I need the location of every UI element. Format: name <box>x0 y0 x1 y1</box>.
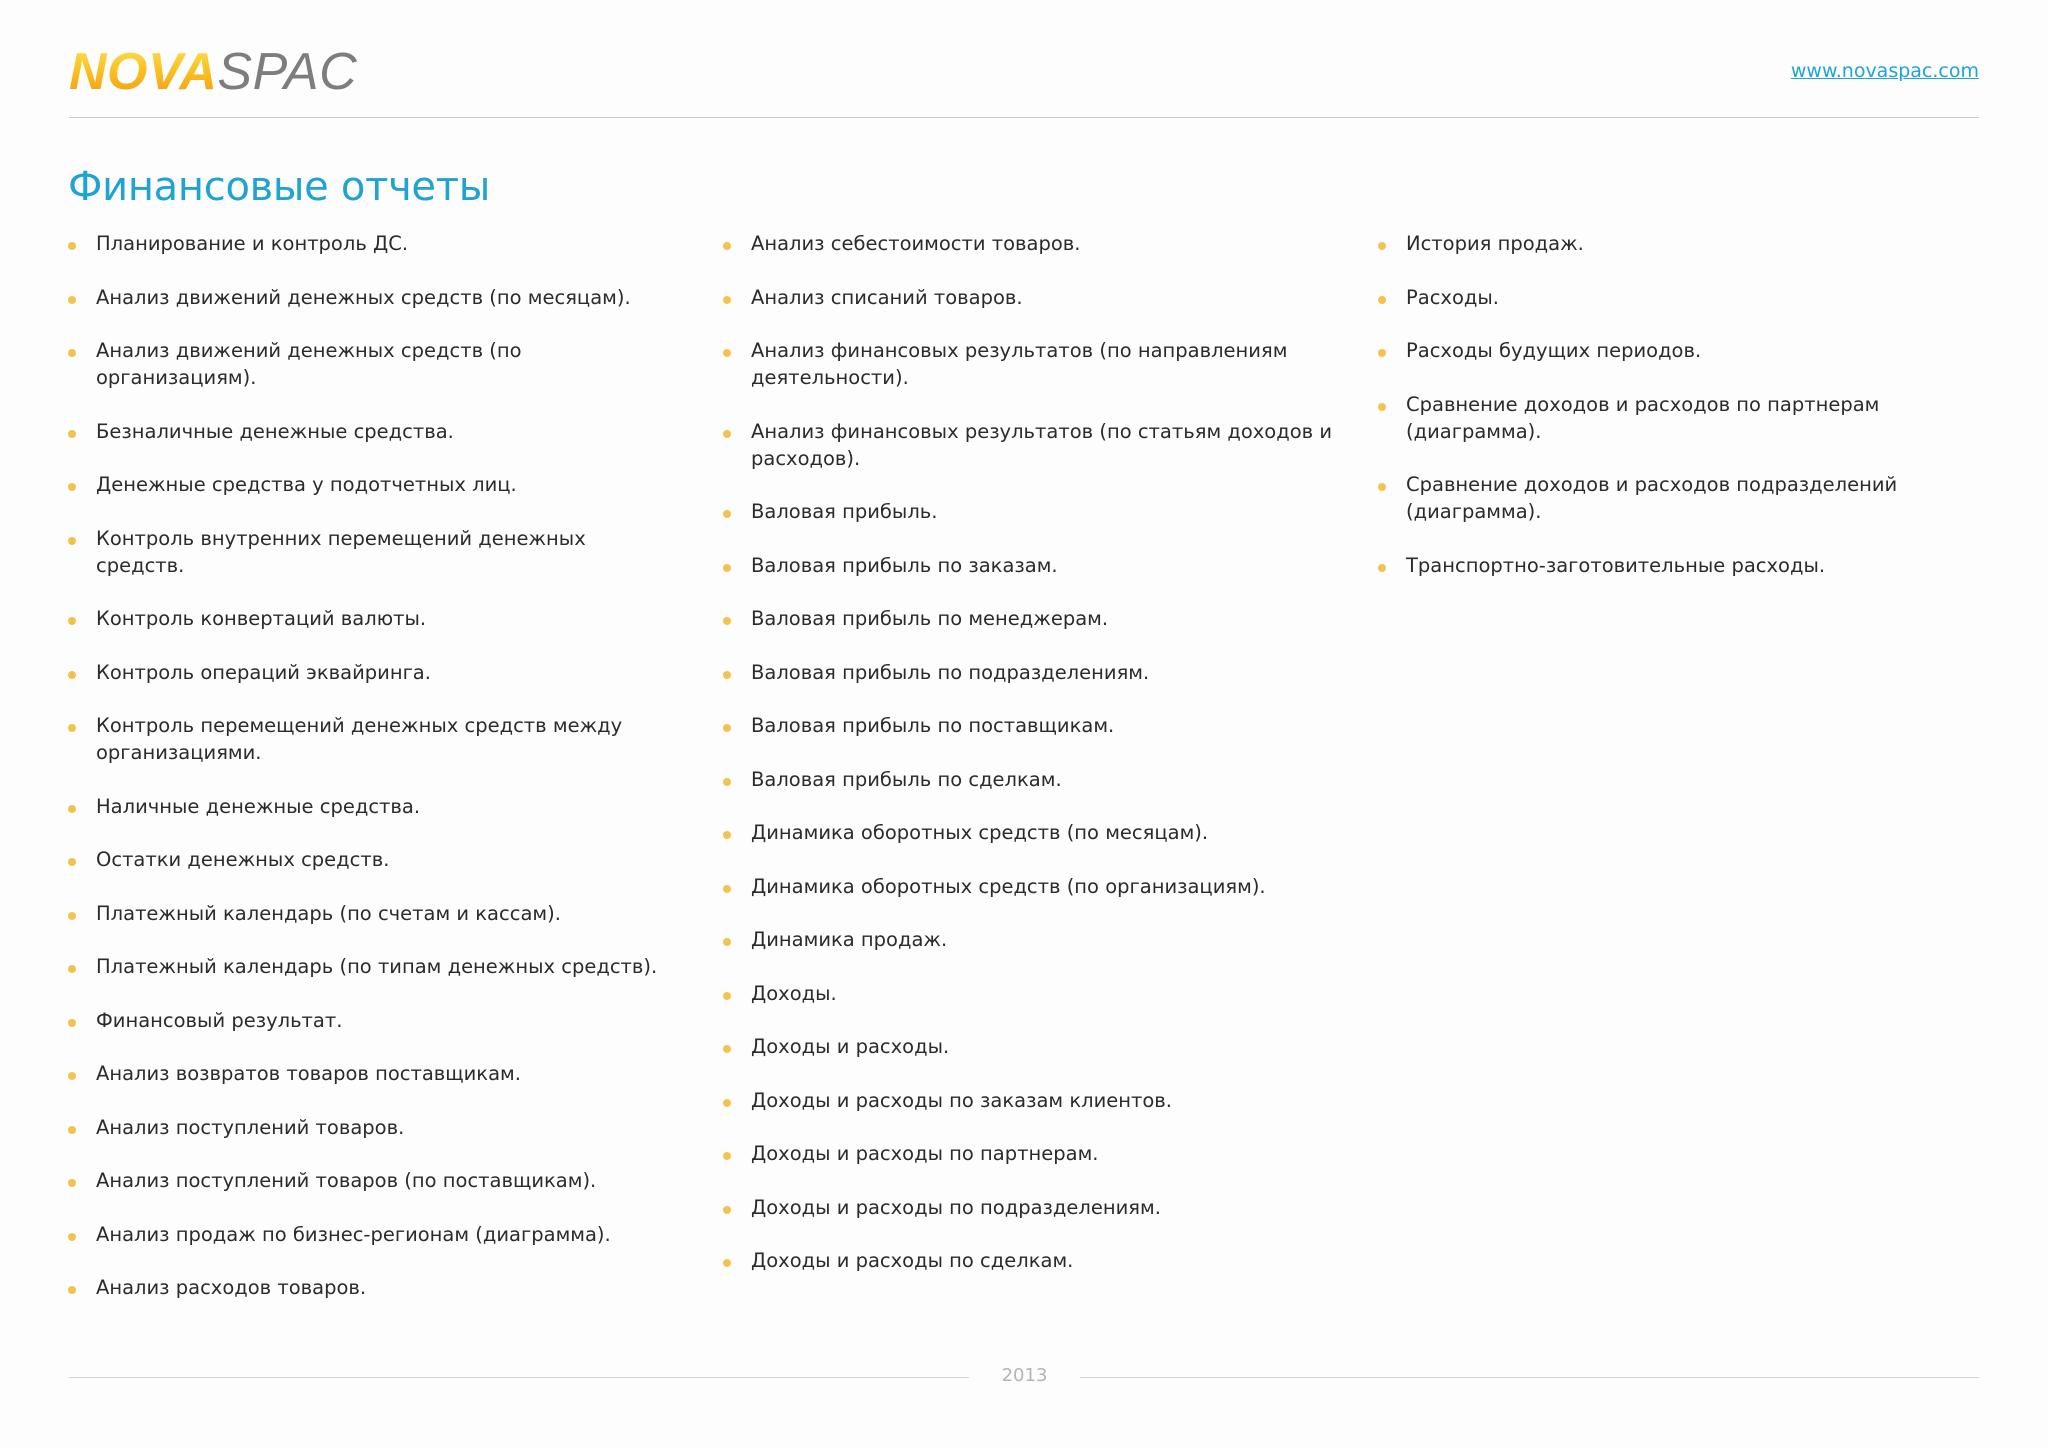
bullet-icon <box>723 1099 731 1107</box>
list-item <box>723 819 1333 846</box>
list-item-label: Валовая прибыль по сделкам. <box>751 767 1062 791</box>
list-item <box>68 1114 668 1141</box>
list-item <box>68 230 668 257</box>
list-item <box>68 712 668 766</box>
list-item <box>723 230 1333 257</box>
bullet-icon <box>1378 349 1386 357</box>
list-item-label: Сравнение доходов и расходов подразделений (диаграмма). <box>1406 473 1898 523</box>
bullet-icon <box>68 1233 76 1241</box>
list-item-label: Анализ себестоимости товаров. <box>751 232 1081 255</box>
list-item <box>723 1033 1333 1060</box>
bullet-icon <box>723 938 731 946</box>
list-item <box>723 1140 1333 1167</box>
website-link[interactable]: www.novaspac.com <box>1790 60 1979 82</box>
list-item-label: Контроль перемещений денежных средств между организациями. <box>96 714 623 764</box>
bullet-icon <box>68 912 76 920</box>
list-item <box>723 1194 1333 1221</box>
list-item <box>1378 230 1978 257</box>
bullet-icon <box>723 242 731 250</box>
list-item-label: Анализ возвратов товаров поставщикам. <box>96 1062 521 1085</box>
list-item-label: Анализ продаж по бизнес-регионам (диаграмма). <box>96 1222 611 1246</box>
list-item <box>723 337 1333 391</box>
bullet-icon <box>723 1206 731 1214</box>
report-list-column-1 <box>68 230 668 1328</box>
logo-secondary: SPAC <box>217 43 358 101</box>
list-item-label: Контроль внутренних перемещений денежных средств. <box>96 526 586 577</box>
list-item <box>723 659 1333 686</box>
list-item <box>68 418 668 445</box>
bullet-icon <box>68 1019 76 1027</box>
list-item <box>723 712 1333 739</box>
bullet-icon <box>68 1286 76 1294</box>
list-item-label: Платежный календарь (по счетам и кассам). <box>96 901 561 925</box>
bullet-icon <box>723 617 731 625</box>
list-item <box>68 605 668 632</box>
list-item <box>68 900 668 927</box>
list-item <box>723 418 1333 472</box>
list-item-label: Валовая прибыль по поставщикам. <box>751 714 1115 737</box>
list-item-label: Валовая прибыль. <box>751 500 938 523</box>
page-title: Финансовые отчеты <box>68 164 490 210</box>
list-item <box>723 552 1333 579</box>
list-item <box>68 337 668 391</box>
list-item-label: Валовая прибыль по подразделениям. <box>751 660 1150 684</box>
footer-divider-right <box>1080 1377 1979 1378</box>
list-item-label: Динамика оборотных средств (по месяцам). <box>751 821 1209 844</box>
bullet-icon <box>723 510 731 518</box>
header-divider <box>69 117 1979 118</box>
list-item <box>723 1087 1333 1114</box>
list-item-label: Анализ финансовых результатов (по статьям доходов и расходов). <box>751 419 1333 470</box>
bullet-icon <box>68 671 76 679</box>
list-item-label: Безналичные денежные средства. <box>96 419 454 443</box>
list-item <box>1378 284 1978 311</box>
bullet-icon <box>723 992 731 1000</box>
list-item <box>1378 337 1978 364</box>
list-item <box>68 793 668 820</box>
bullet-icon <box>723 1152 731 1160</box>
bullet-icon <box>68 724 76 732</box>
list-item-label: Доходы и расходы по сделкам. <box>751 1249 1074 1272</box>
list-item <box>68 953 668 980</box>
list-item-label: Планирование и контроль ДС. <box>96 232 409 255</box>
bullet-icon <box>1378 296 1386 304</box>
list-item-label: Контроль операций эквайринга. <box>96 660 431 684</box>
report-list-column-2 <box>723 230 1333 1301</box>
list-item-label: Анализ движений денежных средств (по месяцам). <box>96 285 631 309</box>
novaspac-logo <box>69 44 357 100</box>
list-item <box>723 1247 1333 1274</box>
list-item-label: Доходы и расходы по партнерам. <box>751 1142 1099 1165</box>
list-item-label: Доходы и расходы по подразделениям. <box>751 1195 1161 1219</box>
bullet-icon <box>68 1126 76 1134</box>
list-item <box>723 605 1333 632</box>
bullet-icon <box>68 1072 76 1080</box>
list-item-label: Доходы и расходы по заказам клиентов. <box>751 1088 1172 1112</box>
list-item-label: Финансовый результат. <box>96 1008 343 1032</box>
list-item-label: Динамика продаж. <box>751 928 948 951</box>
list-item <box>68 846 668 873</box>
list-item-label: Сравнение доходов и расходов по партнерам (диаграмма). <box>1406 392 1880 443</box>
bullet-icon <box>723 349 731 357</box>
list-item <box>68 1167 668 1194</box>
list-item-label: История продаж. <box>1406 232 1584 255</box>
list-item-label: Остатки денежных средств. <box>96 848 390 871</box>
list-item-label: Транспортно-заготовительные расходы. <box>1406 553 1826 577</box>
bullet-icon <box>723 778 731 786</box>
list-item <box>723 284 1333 311</box>
list-item-label: Валовая прибыль по менеджерам. <box>751 607 1109 630</box>
list-item <box>1378 552 1978 579</box>
bullet-icon <box>68 617 76 625</box>
bullet-icon <box>68 805 76 813</box>
bullet-icon <box>68 430 76 438</box>
footer-year: 2013 <box>1001 1365 1048 1386</box>
bullet-icon <box>1378 483 1386 491</box>
list-item-label: Денежные средства у подотчетных лиц. <box>96 473 517 496</box>
bullet-icon <box>723 430 731 438</box>
list-item-label: Доходы. <box>751 981 837 1005</box>
list-item-label: Анализ поступлений товаров. <box>96 1115 405 1139</box>
list-item-label: Доходы и расходы. <box>751 1035 950 1058</box>
list-item <box>68 471 668 498</box>
bullet-icon <box>68 296 76 304</box>
list-item-label: Анализ расходов товаров. <box>96 1276 367 1299</box>
list-item-label: Наличные денежные средства. <box>96 794 421 818</box>
list-item <box>68 284 668 311</box>
list-item <box>68 1274 668 1301</box>
list-item <box>723 498 1333 525</box>
bullet-icon <box>723 724 731 732</box>
list-item <box>68 1060 668 1087</box>
list-item-label: Динамика оборотных средств (по организациям). <box>751 874 1266 898</box>
bullet-icon <box>723 1045 731 1053</box>
bullet-icon <box>68 858 76 866</box>
bullet-icon <box>723 564 731 572</box>
logo-primary: NOVA <box>69 43 218 101</box>
bullet-icon <box>68 1179 76 1187</box>
footer-divider-left <box>69 1377 969 1378</box>
bullet-icon <box>68 242 76 250</box>
bullet-icon <box>723 1259 731 1267</box>
list-item-label: Валовая прибыль по заказам. <box>751 553 1058 577</box>
list-item <box>723 980 1333 1007</box>
bullet-icon <box>68 537 76 545</box>
list-item <box>723 766 1333 793</box>
bullet-icon <box>68 483 76 491</box>
bullet-icon <box>1378 403 1386 411</box>
list-item-label: Платежный календарь (по типам денежных средств). <box>96 955 658 978</box>
list-item <box>68 1007 668 1034</box>
bullet-icon <box>68 965 76 973</box>
list-item <box>68 1221 668 1248</box>
bullet-icon <box>1378 564 1386 572</box>
list-item-label: Анализ движений денежных средств (по организациям). <box>96 339 522 389</box>
list-item-label: Анализ списаний товаров. <box>751 285 1023 309</box>
bullet-icon <box>723 885 731 893</box>
list-item <box>723 926 1333 953</box>
bullet-icon <box>723 671 731 679</box>
bullet-icon <box>1378 242 1386 250</box>
list-item <box>723 873 1333 900</box>
bullet-icon <box>68 349 76 357</box>
list-item-label: Расходы. <box>1406 285 1499 309</box>
list-item <box>68 659 668 686</box>
bullet-icon <box>723 296 731 304</box>
list-item <box>1378 391 1978 445</box>
list-item-label: Анализ финансовых результатов (по направлениям деятельности). <box>751 339 1288 389</box>
bullet-icon <box>723 831 731 839</box>
list-item <box>68 525 668 579</box>
list-item-label: Контроль конвертаций валюты. <box>96 607 427 630</box>
list-item-label: Расходы будущих периодов. <box>1406 339 1702 362</box>
list-item-label: Анализ поступлений товаров (по поставщикам). <box>96 1169 597 1192</box>
list-item <box>1378 471 1978 525</box>
report-list-column-3 <box>1378 230 1978 605</box>
